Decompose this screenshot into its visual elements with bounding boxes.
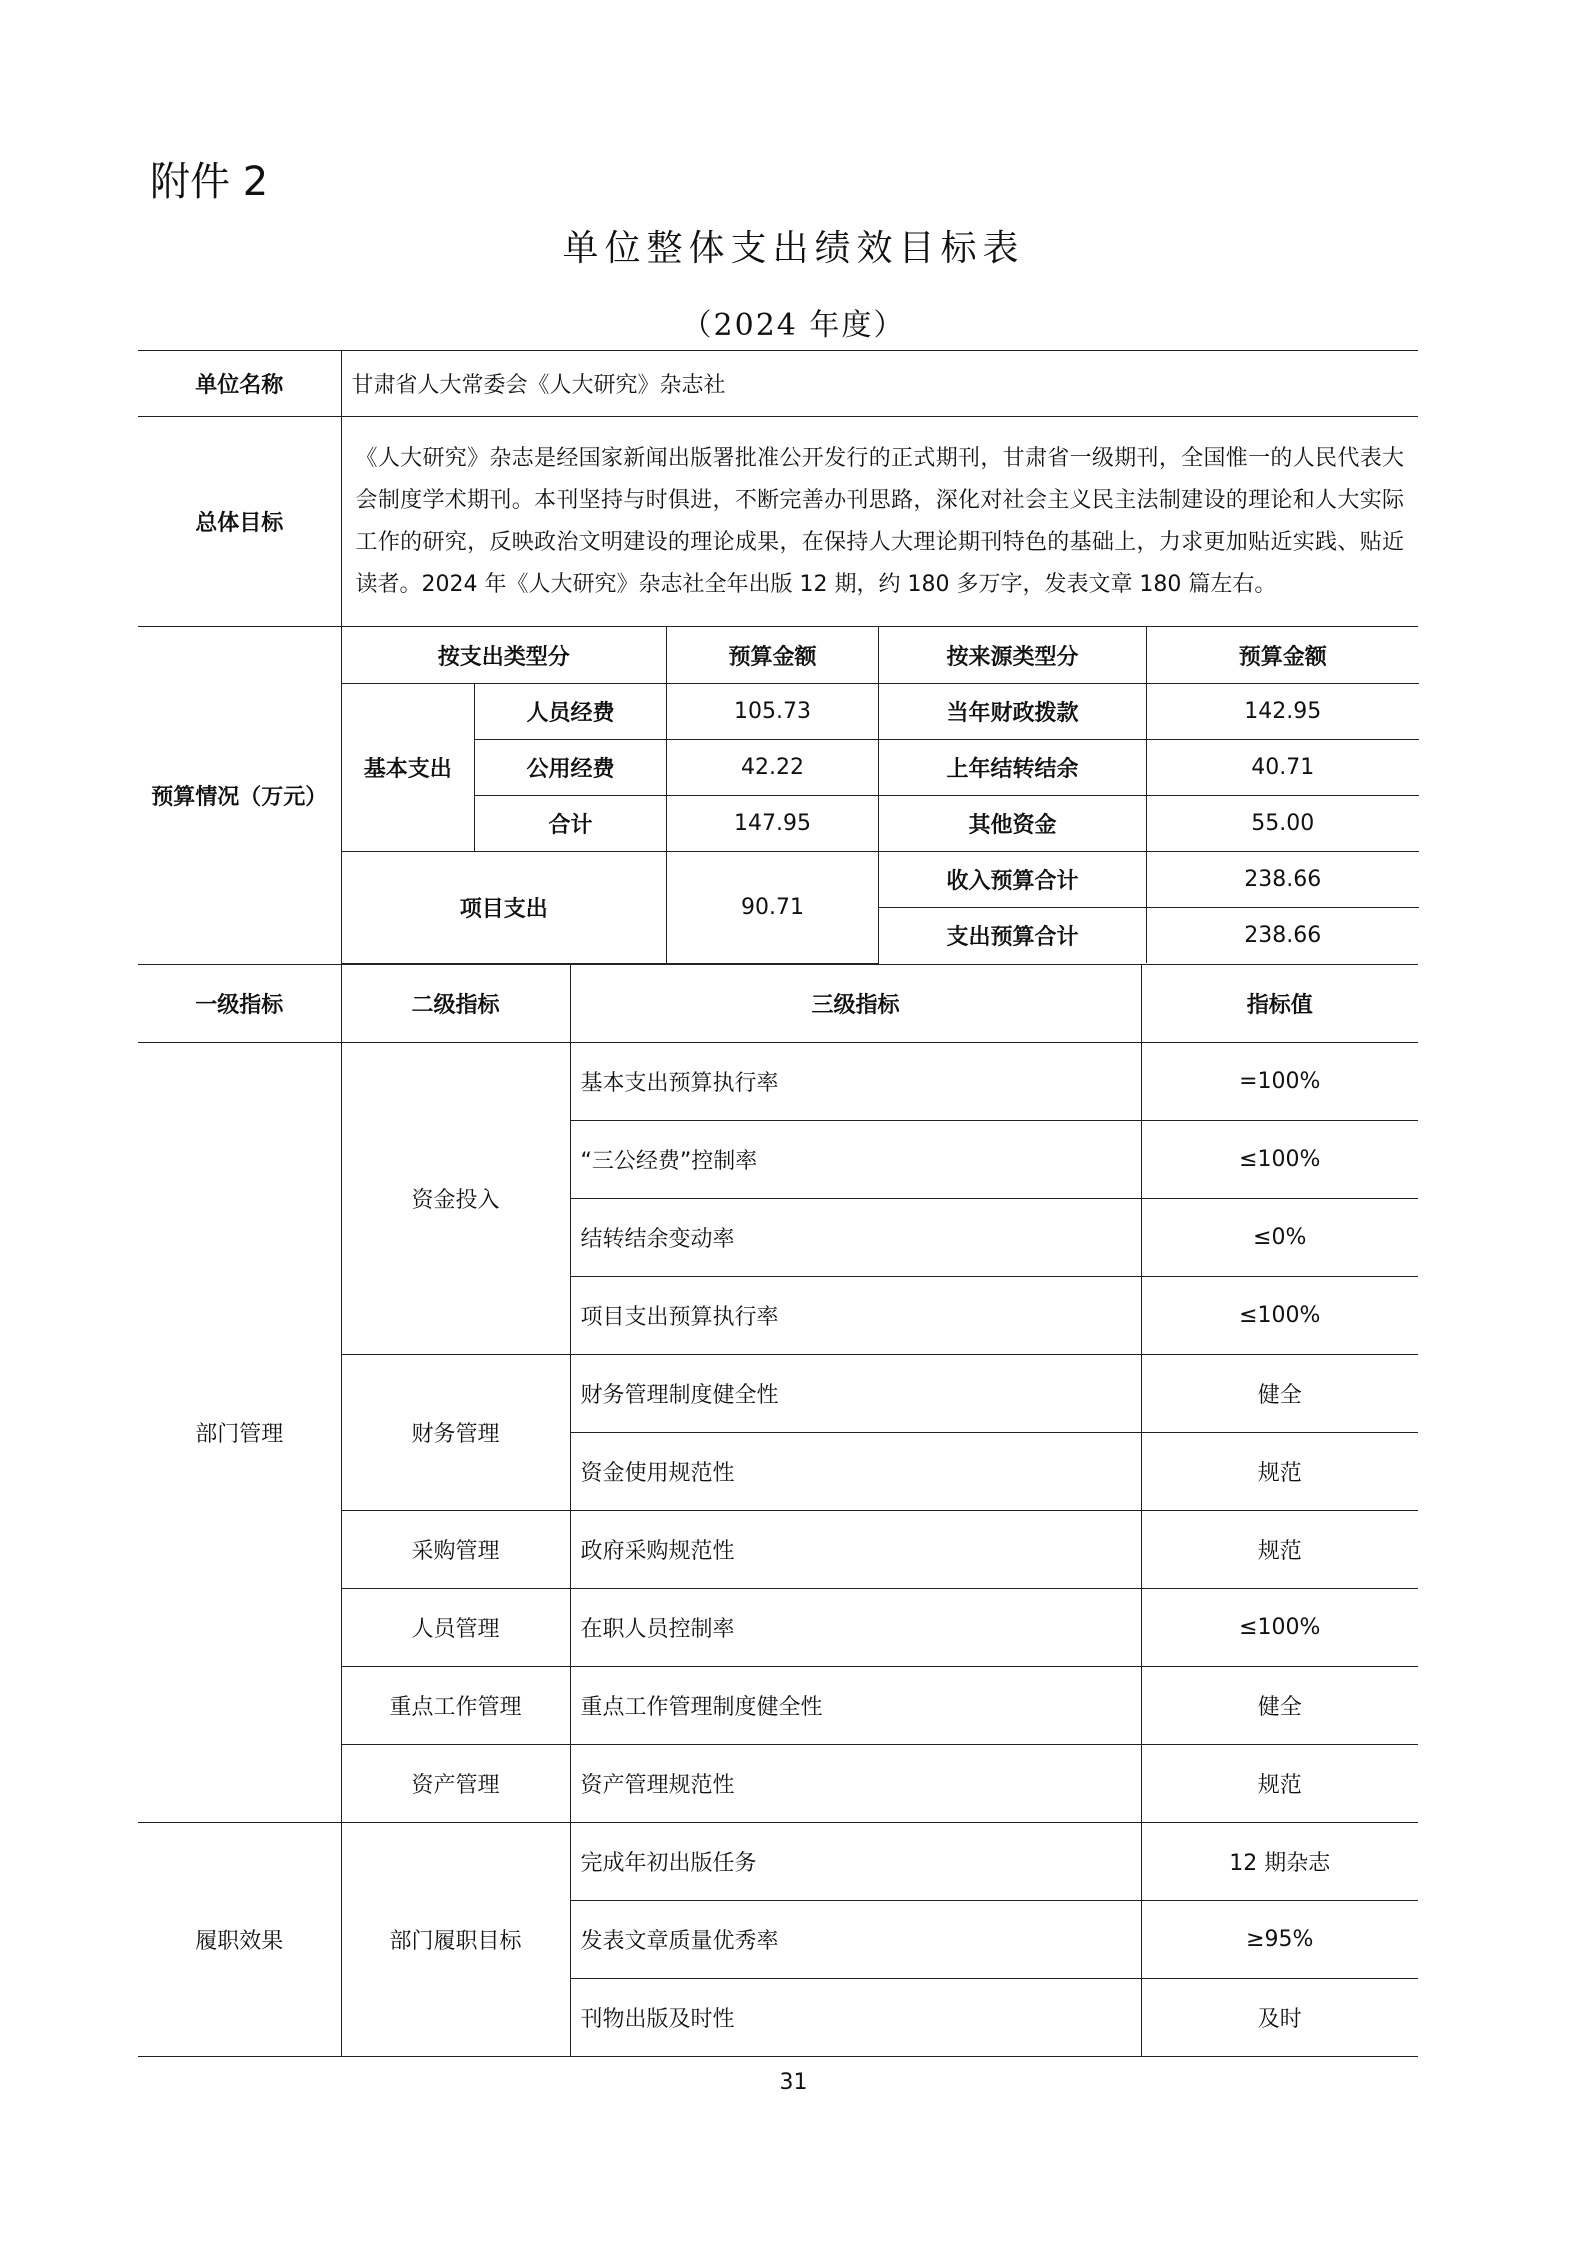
header-value: 指标值 — [1141, 965, 1418, 1043]
budget-section — [341, 627, 1418, 965]
overall-goal-text: 《人大研究》杂志是经国家新闻出版署批准公开发行的正式期刊，甘肃省一级期刊，全国惟一的人民代表大会制度学术期刊。本刊坚持与时俱进，不断完善办刊思路，深化对社会主义民主法制建设的理论和人大实际工作的研究，反映政治文明建设的理论成果，在保持人大理论期刊特色的基础上，力求更加贴近实践、贴近读者。2024 年《人大研究》杂志社全年出版 12 期，约 180 多万字，发表文章 180 篇左右。 — [341, 417, 1418, 627]
level1-dept-management: 部门管理 — [138, 1043, 341, 1823]
level2-finance-management: 财务管理 — [341, 1355, 570, 1511]
indicator-value: 健全 — [1141, 1667, 1418, 1745]
indicator-name: 项目支出预算执行率 — [570, 1277, 1141, 1355]
indicator-name: 政府采购规范性 — [570, 1511, 1141, 1589]
indicator-value: 规范 — [1141, 1433, 1418, 1511]
source-current-value: 142.95 — [1147, 683, 1419, 739]
unit-name-value: 甘肃省人大常委会《人大研究》杂志社 — [341, 351, 1418, 417]
performance-table — [138, 350, 1418, 2057]
indicator-value: ≥95% — [1141, 1901, 1418, 1979]
budget-header-source: 按来源类型分 — [879, 627, 1147, 683]
indicator-value: =100% — [1141, 1043, 1418, 1121]
budget-header-type: 按支出类型分 — [342, 627, 667, 683]
indicator-name: 重点工作管理制度健全性 — [570, 1667, 1141, 1745]
level2-dept-goal: 部门履职目标 — [341, 1823, 570, 2057]
indicator-value: ≤100% — [1141, 1277, 1418, 1355]
year-subtitle: （2024 年度） — [681, 308, 906, 343]
basic-expense-label: 基本支出 — [342, 683, 475, 851]
indicator-value: 规范 — [1141, 1745, 1418, 1823]
public-expense-value: 42.22 — [667, 739, 879, 795]
level2-key-work: 重点工作管理 — [341, 1667, 570, 1745]
indicator-name: 财务管理制度健全性 — [570, 1355, 1141, 1433]
indicator-value: 12 期杂志 — [1141, 1823, 1418, 1901]
income-total-label: 收入预算合计 — [879, 851, 1147, 907]
source-current-label: 当年财政拨款 — [879, 683, 1147, 739]
income-total-value: 238.66 — [1147, 851, 1419, 907]
overall-goal-label: 总体目标 — [138, 417, 341, 627]
subtotal-value: 147.95 — [667, 795, 879, 851]
page-number: 31 — [779, 2070, 808, 2095]
indicator-value: ≤0% — [1141, 1199, 1418, 1277]
header-level3: 三级指标 — [570, 965, 1141, 1043]
personnel-value: 105.73 — [667, 683, 879, 739]
budget-table — [342, 627, 1419, 964]
expense-total-label: 支出预算合计 — [879, 907, 1147, 963]
indicator-name: 资产管理规范性 — [570, 1745, 1141, 1823]
indicator-name: 在职人员控制率 — [570, 1589, 1141, 1667]
page-title: 单位整体支出绩效目标表 — [562, 228, 1025, 269]
source-other-value: 55.00 — [1147, 795, 1419, 851]
indicator-name: 发表文章质量优秀率 — [570, 1901, 1141, 1979]
attachment-label: 附件 2 — [150, 159, 269, 205]
budget-header-amount-2: 预算金额 — [1147, 627, 1419, 683]
indicator-name: 完成年初出版任务 — [570, 1823, 1141, 1901]
public-expense-label: 公用经费 — [475, 739, 667, 795]
unit-name-label: 单位名称 — [138, 351, 341, 417]
source-carryover-label: 上年结转结余 — [879, 739, 1147, 795]
level2-procurement: 采购管理 — [341, 1511, 570, 1589]
personnel-label: 人员经费 — [475, 683, 667, 739]
indicator-value: ≤100% — [1141, 1589, 1418, 1667]
indicator-name: 资金使用规范性 — [570, 1433, 1141, 1511]
indicator-value: 规范 — [1141, 1511, 1418, 1589]
budget-header-amount: 预算金额 — [667, 627, 879, 683]
indicator-value: 健全 — [1141, 1355, 1418, 1433]
level2-staff-management: 人员管理 — [341, 1589, 570, 1667]
header-level1: 一级指标 — [138, 965, 341, 1043]
level2-fund-input: 资金投入 — [341, 1043, 570, 1355]
level2-asset-management: 资产管理 — [341, 1745, 570, 1823]
project-expense-label: 项目支出 — [342, 851, 667, 963]
source-other-label: 其他资金 — [879, 795, 1147, 851]
header-level2: 二级指标 — [341, 965, 570, 1043]
subtotal-label: 合计 — [475, 795, 667, 851]
source-carryover-value: 40.71 — [1147, 739, 1419, 795]
indicator-name: 刊物出版及时性 — [570, 1979, 1141, 2057]
project-expense-value: 90.71 — [667, 851, 879, 963]
indicator-value: ≤100% — [1141, 1121, 1418, 1199]
expense-total-value: 238.66 — [1147, 907, 1419, 963]
indicator-name: 结转结余变动率 — [570, 1199, 1141, 1277]
indicator-name: “三公经费”控制率 — [570, 1121, 1141, 1199]
indicator-name: 基本支出预算执行率 — [570, 1043, 1141, 1121]
indicator-value: 及时 — [1141, 1979, 1418, 2057]
budget-label: 预算情况（万元） — [138, 627, 341, 965]
level1-performance: 履职效果 — [138, 1823, 341, 2057]
